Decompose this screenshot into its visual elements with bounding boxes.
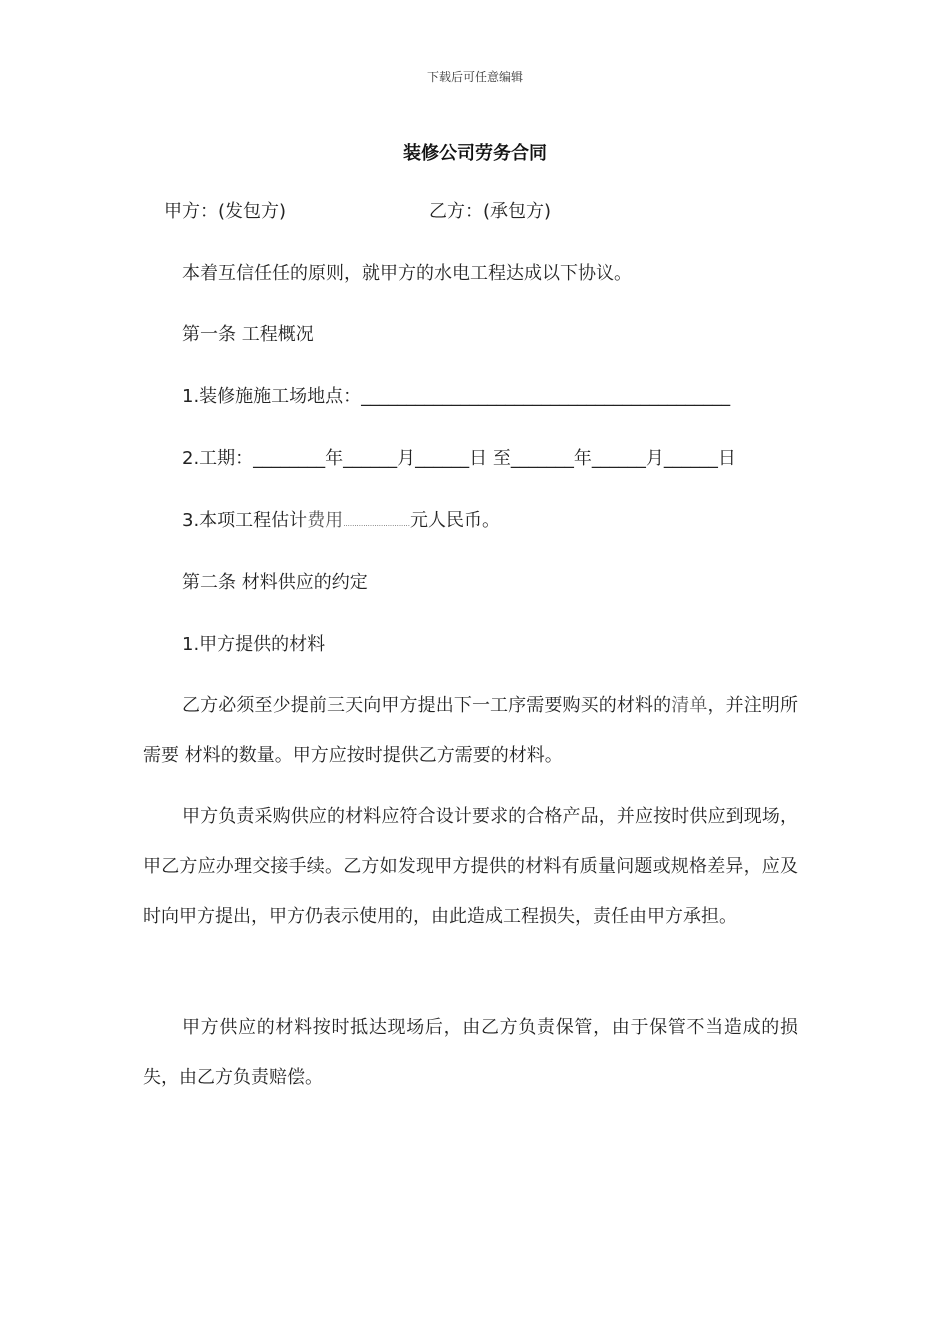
cost-prefix: 3.本项工程估计 (182, 510, 308, 531)
paragraph-material-list-b: ，并注明所需要 材料的数量。甲方应按时提供乙方需要的材料。 (143, 695, 799, 766)
list-word: 清单 (671, 695, 708, 716)
party-b-label: 乙方：(承包方) (429, 201, 552, 222)
paragraph-material-list (143, 681, 798, 781)
paragraph-material-custody: 甲方供应的材料按时抵达现场后，由乙方负责保管，由于保管不当造成的损失，由乙方负责赔偿。 (143, 1017, 798, 1088)
article-2-sub-1: 1.甲方提供的材料 (182, 634, 326, 655)
duration-line: 2.工期：________年______月______日 至_______年______月______日 (182, 448, 736, 469)
paragraph-material-quality: 甲方负责采购供应的材料应符合设计要求的合格产品，并应按时供应到现场，甲乙方应办理交接手续。乙方如发现甲方提供的材料有质量问题或规格差异，应及时向甲方提出，甲方仍表示使用的，由此造成工程损失，责任由甲方承担。 (143, 806, 798, 927)
site-location-line: 1.装修施施工场地点：_________________________________________ (182, 386, 731, 407)
intro-text: 本着互信任任的原则，就甲方的水电工程达成以下协议。 (182, 263, 632, 284)
cost-suffix: 元人民币。 (409, 510, 500, 531)
page-header-note: 下载后可任意编辑 (426, 70, 523, 84)
cost-word: 费用 (307, 510, 344, 531)
paragraph-material-list-a: 乙方必须至少提前三天向甲方提出下一工序需要购买的材料的 (182, 695, 672, 716)
party-a-label: 甲方：(发包方) (164, 201, 287, 222)
cost-blank: .............................. (343, 520, 410, 528)
estimated-cost-line (182, 509, 500, 536)
document-title: 装修公司劳务合同 (403, 143, 547, 164)
article-1-heading: 第一条 工程概况 (182, 324, 314, 345)
article-2-heading: 第二条 材料供应的约定 (182, 572, 368, 593)
